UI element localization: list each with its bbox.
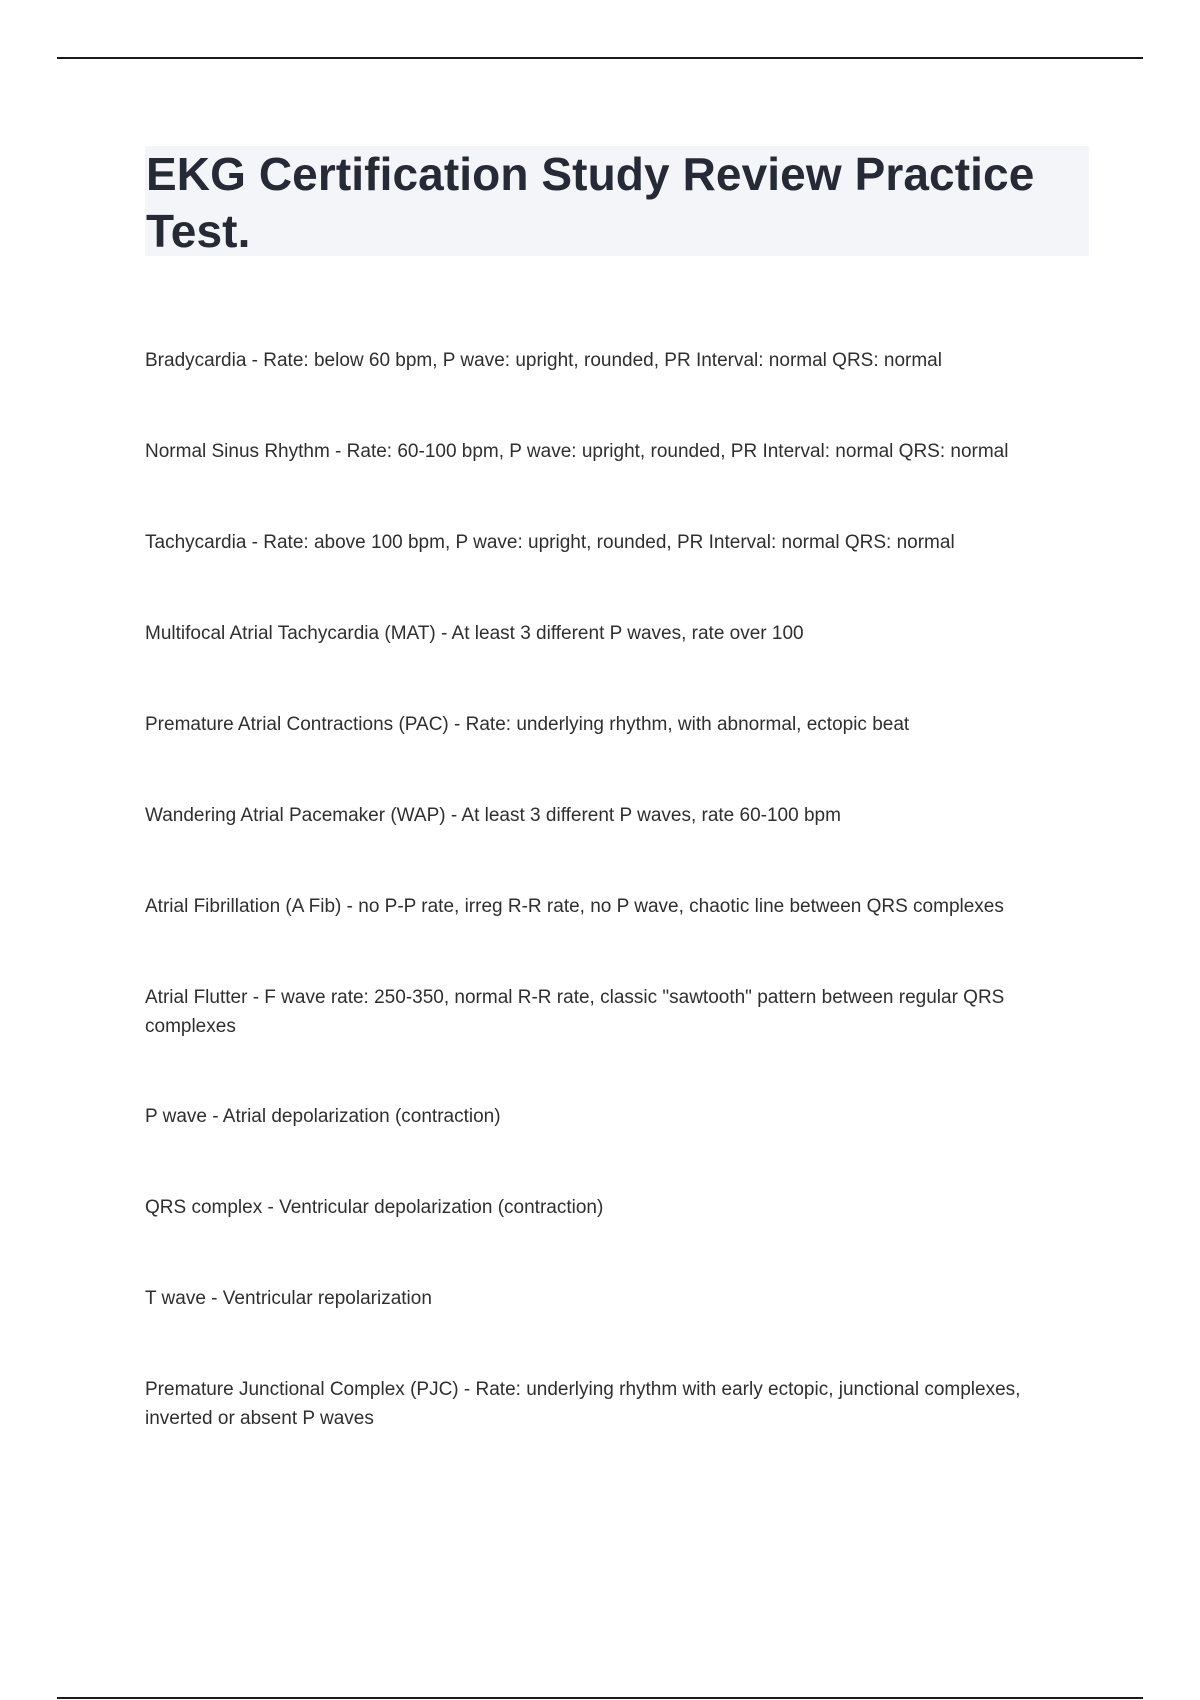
title-block [145, 146, 1089, 256]
flashcard-entry-p-wave: P wave - Atrial depolarization (contraction) [145, 1106, 501, 1127]
flashcard-entry-bradycardia: Bradycardia - Rate: below 60 bpm, P wave: upright, rounded, PR Interval: normal QRS: normal [145, 350, 942, 371]
flashcard-entry-pjc: Premature Junctional Complex (PJC) - Rate: underlying rhythm with early ectopic, junctional complexes, inverted or absent P waves [145, 1379, 1021, 1429]
header-rule [57, 57, 1143, 59]
flashcard-entry-atrial-flutter: Atrial Flutter - F wave rate: 250-350, normal R-R rate, classic "sawtooth" pattern between regular QRS complexes [145, 987, 1005, 1037]
footer-rule [57, 1697, 1143, 1699]
flashcard-entry-a-fib: Atrial Fibrillation (A Fib) - no P-P rate, irreg R-R rate, no P wave, chaotic line between QRS complexes [145, 896, 1004, 917]
flashcard-entry-pac: Premature Atrial Contractions (PAC) - Rate: underlying rhythm, with abnormal, ectopic beat [145, 714, 910, 735]
flashcard-entry-tachycardia: Tachycardia - Rate: above 100 bpm, P wave: upright, rounded, PR Interval: normal QRS: normal [145, 532, 955, 553]
flashcard-entry-qrs-complex: QRS complex - Ventricular depolarization (contraction) [145, 1197, 604, 1218]
flashcard-entry-mat: Multifocal Atrial Tachycardia (MAT) - At least 3 different P waves, rate over 100 [145, 623, 804, 644]
document-title: EKG Certification Study Review Practice Test. [146, 148, 1035, 257]
flashcard-entry-normal-sinus-rhythm: Normal Sinus Rhythm - Rate: 60-100 bpm, P wave: upright, rounded, PR Interval: normal QRS: normal [145, 441, 1009, 462]
flashcard-entry-wap: Wandering Atrial Pacemaker (WAP) - At least 3 different P waves, rate 60-100 bpm [145, 805, 841, 826]
flashcard-list [145, 346, 1085, 1494]
flashcard-entry-t-wave: T wave - Ventricular repolarization [145, 1288, 432, 1309]
